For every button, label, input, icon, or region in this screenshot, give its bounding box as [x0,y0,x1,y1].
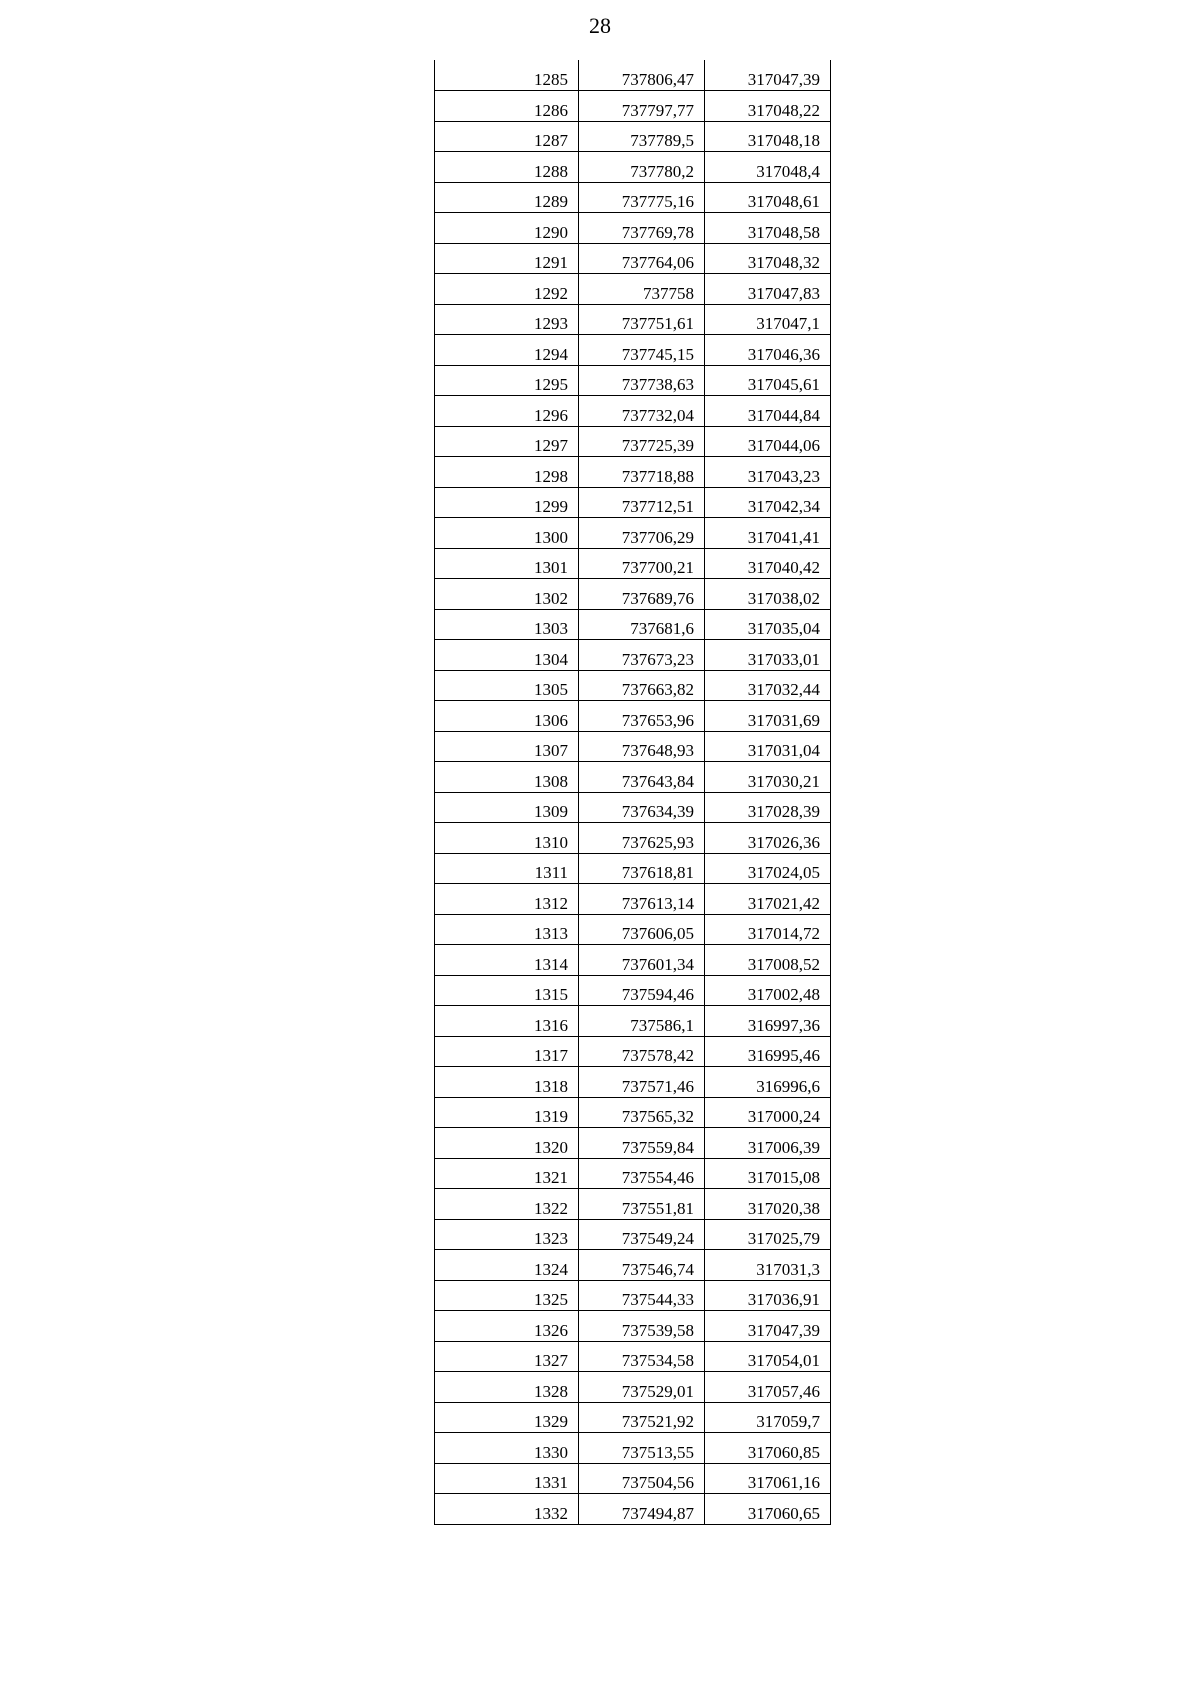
point-number-cell: 1294 [435,335,579,366]
point-number-cell: 1310 [435,823,579,854]
table-row [435,365,831,396]
point-number-cell: 1316 [435,1006,579,1037]
point-number-cell: 1289 [435,182,579,213]
x-coordinate-cell: 737504,56 [579,1463,705,1494]
y-coordinate-cell: 317015,08 [705,1158,831,1189]
x-coordinate-cell: 737758 [579,274,705,305]
table-row [435,1128,831,1159]
x-coordinate-cell: 737718,88 [579,457,705,488]
point-number-cell: 1306 [435,701,579,732]
y-coordinate-cell: 317045,61 [705,365,831,396]
y-coordinate-cell: 317047,39 [705,60,831,91]
table-row [435,945,831,976]
x-coordinate-cell: 737769,78 [579,213,705,244]
x-coordinate-cell: 737732,04 [579,396,705,427]
table-row [435,640,831,671]
point-number-cell: 1331 [435,1463,579,1494]
point-number-cell: 1305 [435,670,579,701]
table-row [435,518,831,549]
y-coordinate-cell: 317060,85 [705,1433,831,1464]
table-row [435,670,831,701]
table-row [435,1219,831,1250]
y-coordinate-cell: 316997,36 [705,1006,831,1037]
x-coordinate-cell: 737539,58 [579,1311,705,1342]
y-coordinate-cell: 317024,05 [705,853,831,884]
x-coordinate-cell: 737586,1 [579,1006,705,1037]
point-number-cell: 1327 [435,1341,579,1372]
table-row [435,182,831,213]
table-row [435,1280,831,1311]
table-row [435,1250,831,1281]
y-coordinate-cell: 316996,6 [705,1067,831,1098]
y-coordinate-cell: 317048,32 [705,243,831,274]
table-row [435,396,831,427]
y-coordinate-cell: 317060,65 [705,1494,831,1525]
table-row [435,1341,831,1372]
y-coordinate-cell: 317047,83 [705,274,831,305]
x-coordinate-cell: 737601,34 [579,945,705,976]
point-number-cell: 1330 [435,1433,579,1464]
table-row [435,152,831,183]
table-row [435,1006,831,1037]
y-coordinate-cell: 317031,04 [705,731,831,762]
x-coordinate-cell: 737571,46 [579,1067,705,1098]
y-coordinate-cell: 317025,79 [705,1219,831,1250]
x-coordinate-cell: 737764,06 [579,243,705,274]
y-coordinate-cell: 317048,22 [705,91,831,122]
x-coordinate-cell: 737643,84 [579,762,705,793]
x-coordinate-cell: 737648,93 [579,731,705,762]
point-number-cell: 1287 [435,121,579,152]
x-coordinate-cell: 737745,15 [579,335,705,366]
table-row [435,1189,831,1220]
point-number-cell: 1309 [435,792,579,823]
table-row [435,91,831,122]
y-coordinate-cell: 317030,21 [705,762,831,793]
y-coordinate-cell: 317040,42 [705,548,831,579]
point-number-cell: 1303 [435,609,579,640]
table-row [435,914,831,945]
x-coordinate-cell: 737494,87 [579,1494,705,1525]
y-coordinate-cell: 317021,42 [705,884,831,915]
y-coordinate-cell: 316995,46 [705,1036,831,1067]
table-row [435,609,831,640]
y-coordinate-cell: 317035,04 [705,609,831,640]
point-number-cell: 1300 [435,518,579,549]
table-row [435,1158,831,1189]
y-coordinate-cell: 317002,48 [705,975,831,1006]
point-number-cell: 1328 [435,1372,579,1403]
table-row [435,762,831,793]
point-number-cell: 1312 [435,884,579,915]
table-row [435,335,831,366]
table-row [435,792,831,823]
x-coordinate-cell: 737549,24 [579,1219,705,1250]
y-coordinate-cell: 317006,39 [705,1128,831,1159]
point-number-cell: 1326 [435,1311,579,1342]
point-number-cell: 1308 [435,762,579,793]
point-number-cell: 1288 [435,152,579,183]
y-coordinate-cell: 317054,01 [705,1341,831,1372]
table-row [435,213,831,244]
y-coordinate-cell: 317048,18 [705,121,831,152]
x-coordinate-cell: 737534,58 [579,1341,705,1372]
table-row [435,1097,831,1128]
table-row [435,60,831,91]
x-coordinate-cell: 737700,21 [579,548,705,579]
table-row [435,884,831,915]
table-row [435,1372,831,1403]
y-coordinate-cell: 317061,16 [705,1463,831,1494]
x-coordinate-cell: 737806,47 [579,60,705,91]
x-coordinate-cell: 737725,39 [579,426,705,457]
y-coordinate-cell: 317008,52 [705,945,831,976]
x-coordinate-cell: 737789,5 [579,121,705,152]
table-row [435,487,831,518]
y-coordinate-cell: 317057,46 [705,1372,831,1403]
point-number-cell: 1323 [435,1219,579,1250]
table-row [435,548,831,579]
y-coordinate-cell: 317032,44 [705,670,831,701]
x-coordinate-cell: 737513,55 [579,1433,705,1464]
y-coordinate-cell: 317044,06 [705,426,831,457]
x-coordinate-cell: 737797,77 [579,91,705,122]
y-coordinate-cell: 317043,23 [705,457,831,488]
point-number-cell: 1322 [435,1189,579,1220]
x-coordinate-cell: 737613,14 [579,884,705,915]
table-row [435,1067,831,1098]
table-row [435,731,831,762]
x-coordinate-cell: 737625,93 [579,823,705,854]
x-coordinate-cell: 737521,92 [579,1402,705,1433]
y-coordinate-cell: 317048,61 [705,182,831,213]
point-number-cell: 1285 [435,60,579,91]
y-coordinate-cell: 317031,3 [705,1250,831,1281]
table-row [435,304,831,335]
y-coordinate-cell: 317041,41 [705,518,831,549]
point-number-cell: 1291 [435,243,579,274]
table-row [435,1463,831,1494]
point-number-cell: 1304 [435,640,579,671]
point-number-cell: 1295 [435,365,579,396]
table-row [435,1311,831,1342]
x-coordinate-cell: 737673,23 [579,640,705,671]
point-number-cell: 1301 [435,548,579,579]
table-row [435,823,831,854]
table-row [435,701,831,732]
point-number-cell: 1302 [435,579,579,610]
y-coordinate-cell: 317044,84 [705,396,831,427]
x-coordinate-cell: 737775,16 [579,182,705,213]
y-coordinate-cell: 317031,69 [705,701,831,732]
y-coordinate-cell: 317020,38 [705,1189,831,1220]
page-number: 28 [589,13,611,38]
table-row [435,975,831,1006]
x-coordinate-cell: 737780,2 [579,152,705,183]
y-coordinate-cell: 317000,24 [705,1097,831,1128]
coordinates-table-body [435,60,831,1524]
x-coordinate-cell: 737594,46 [579,975,705,1006]
point-number-cell: 1314 [435,945,579,976]
point-number-cell: 1290 [435,213,579,244]
point-number-cell: 1325 [435,1280,579,1311]
point-number-cell: 1299 [435,487,579,518]
y-coordinate-cell: 317026,36 [705,823,831,854]
point-number-cell: 1321 [435,1158,579,1189]
point-number-cell: 1311 [435,853,579,884]
x-coordinate-cell: 737663,82 [579,670,705,701]
y-coordinate-cell: 317028,39 [705,792,831,823]
y-coordinate-cell: 317059,7 [705,1402,831,1433]
table-row [435,243,831,274]
point-number-cell: 1307 [435,731,579,762]
x-coordinate-cell: 737606,05 [579,914,705,945]
x-coordinate-cell: 737559,84 [579,1128,705,1159]
point-number-cell: 1293 [435,304,579,335]
table-row [435,853,831,884]
point-number-cell: 1286 [435,91,579,122]
x-coordinate-cell: 737565,32 [579,1097,705,1128]
x-coordinate-cell: 737546,74 [579,1250,705,1281]
table-row [435,121,831,152]
x-coordinate-cell: 737529,01 [579,1372,705,1403]
point-number-cell: 1332 [435,1494,579,1525]
x-coordinate-cell: 737554,46 [579,1158,705,1189]
x-coordinate-cell: 737618,81 [579,853,705,884]
point-number-cell: 1317 [435,1036,579,1067]
table-row [435,457,831,488]
y-coordinate-cell: 317047,39 [705,1311,831,1342]
table-row [435,274,831,305]
y-coordinate-cell: 317048,58 [705,213,831,244]
x-coordinate-cell: 737689,76 [579,579,705,610]
table-row [435,1402,831,1433]
point-number-cell: 1297 [435,426,579,457]
table-row [435,1494,831,1525]
x-coordinate-cell: 737681,6 [579,609,705,640]
point-number-cell: 1324 [435,1250,579,1281]
table-row [435,579,831,610]
x-coordinate-cell: 737738,63 [579,365,705,396]
y-coordinate-cell: 317033,01 [705,640,831,671]
x-coordinate-cell: 737751,61 [579,304,705,335]
point-number-cell: 1298 [435,457,579,488]
coordinates-table [434,60,831,1525]
point-number-cell: 1318 [435,1067,579,1098]
x-coordinate-cell: 737551,81 [579,1189,705,1220]
y-coordinate-cell: 317014,72 [705,914,831,945]
y-coordinate-cell: 317042,34 [705,487,831,518]
point-number-cell: 1319 [435,1097,579,1128]
x-coordinate-cell: 737634,39 [579,792,705,823]
point-number-cell: 1313 [435,914,579,945]
point-number-cell: 1292 [435,274,579,305]
y-coordinate-cell: 317047,1 [705,304,831,335]
y-coordinate-cell: 317046,36 [705,335,831,366]
y-coordinate-cell: 317048,4 [705,152,831,183]
point-number-cell: 1329 [435,1402,579,1433]
table-row [435,426,831,457]
x-coordinate-cell: 737712,51 [579,487,705,518]
table-row [435,1036,831,1067]
x-coordinate-cell: 737544,33 [579,1280,705,1311]
point-number-cell: 1320 [435,1128,579,1159]
x-coordinate-cell: 737706,29 [579,518,705,549]
y-coordinate-cell: 317038,02 [705,579,831,610]
point-number-cell: 1315 [435,975,579,1006]
y-coordinate-cell: 317036,91 [705,1280,831,1311]
x-coordinate-cell: 737578,42 [579,1036,705,1067]
table-row [435,1433,831,1464]
point-number-cell: 1296 [435,396,579,427]
x-coordinate-cell: 737653,96 [579,701,705,732]
